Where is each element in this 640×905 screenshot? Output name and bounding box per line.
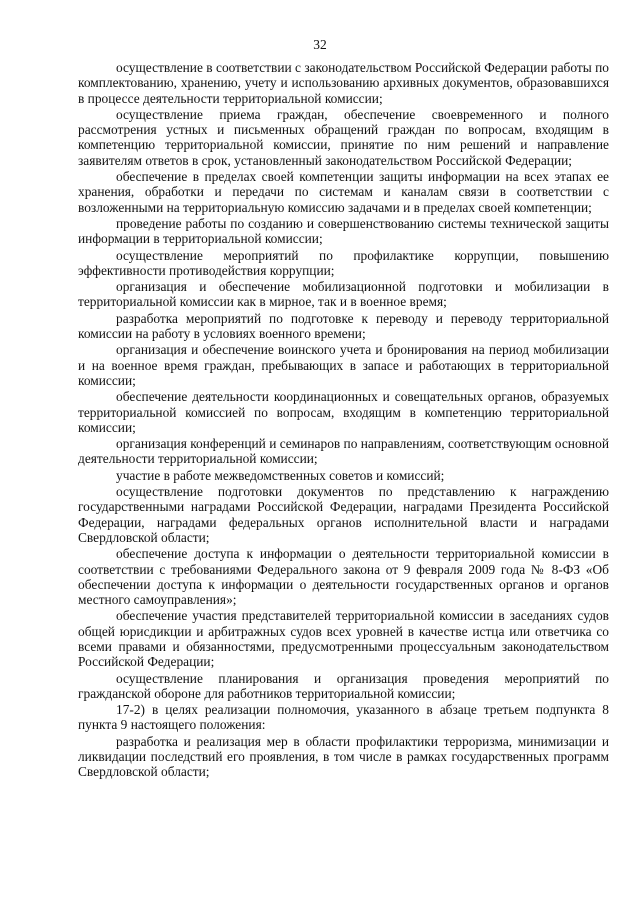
paragraph: осуществление планирования и организация проведения мероприятий по гражданской обороне для работников территориальной комиссии; xyxy=(78,670,609,701)
paragraph: обеспечение участия представителей территориальной комиссии в заседаниях судов общей юрисдикции и арбитражных судов всех уровней в качестве истца или ответчика со всеми правами и обязанностями, предусмотренными процессуальным законодательством Российской Федерации; xyxy=(78,608,609,670)
paragraph: осуществление в соответствии с законодательством Российской Федерации работы по комплектованию, хранению, учету и использованию архивных документов, образовавшихся в процессе деятельности территориальной комиссии; xyxy=(78,60,609,106)
paragraph: осуществление мероприятий по профилактике коррупции, повышению эффективности противодействия коррупции; xyxy=(78,247,609,278)
paragraph: организация конференций и семинаров по направлениям, соответствующим основной деятельности территориальной комиссии; xyxy=(78,436,609,467)
page-number: 32 xyxy=(313,37,327,52)
paragraph: обеспечение в пределах своей компетенции защиты информации на всех этапах ее хранения, обработки и передачи по системам и каналам связи в соответствии с возложенными на территориальную комиссию задачами и в пределах своей компетенции; xyxy=(78,169,609,215)
paragraph: участие в работе межведомственных советов и комиссий; xyxy=(116,467,445,483)
paragraph: осуществление подготовки документов по представлению к награждению государственными наградами Российской Федерации, наградами Президента Российской Федерации, наградами федеральных органов исполнительной власти и наградами Свердловской области; xyxy=(78,484,609,545)
paragraph: разработка и реализация мер в области профилактики терроризма, минимизации и ликвидации последствий его проявления, в том числе в рамках государственных программ Свердловской области; xyxy=(78,733,609,780)
paragraph: 17-2) в целях реализации полномочия, указанного в абзаце третьем подпункта 8 пункта 9 настоящего положения: xyxy=(78,702,609,733)
paragraph: организация и обеспечение мобилизационной подготовки и мобилизации в территориальной комиссии как в мирное, так и в военное время; xyxy=(78,279,609,310)
paragraph: разработка мероприятий по подготовке к переводу и переводу территориальной комиссии на работу в условиях военного времени; xyxy=(78,310,609,342)
paragraph: обеспечение доступа к информации о деятельности территориальной комиссии в соответствии с требованиями Федерального закона от 9 февраля 2009 года № 8-ФЗ «Об обеспечении доступа к информации о деятельности государственных органов и органов местного самоуправления»; xyxy=(78,546,609,608)
paragraph: организация и обеспечение воинского учета и бронирования на период мобилизации и на военное время граждан, пребывающих в запасе и работающих в территориальной комиссии; xyxy=(78,342,609,388)
document-body xyxy=(78,60,609,781)
paragraph: осуществление приема граждан, обеспечение своевременного и полного рассмотрения устных и письменных обращений граждан по вопросам, входящим в компетенцию территориальной комиссии, принятие по ним решений и направление заявителям ответов в срок, установленный законодательством Российской Федерации; xyxy=(78,106,609,168)
paragraph: обеспечение деятельности координационных и совещательных органов, образуемых территориальной комиссией по вопросам, входящим в компетенцию территориальной комиссии; xyxy=(78,389,609,435)
paragraph: проведение работы по созданию и совершенствованию системы технической защиты информации в территориальной комиссии; xyxy=(78,215,609,247)
